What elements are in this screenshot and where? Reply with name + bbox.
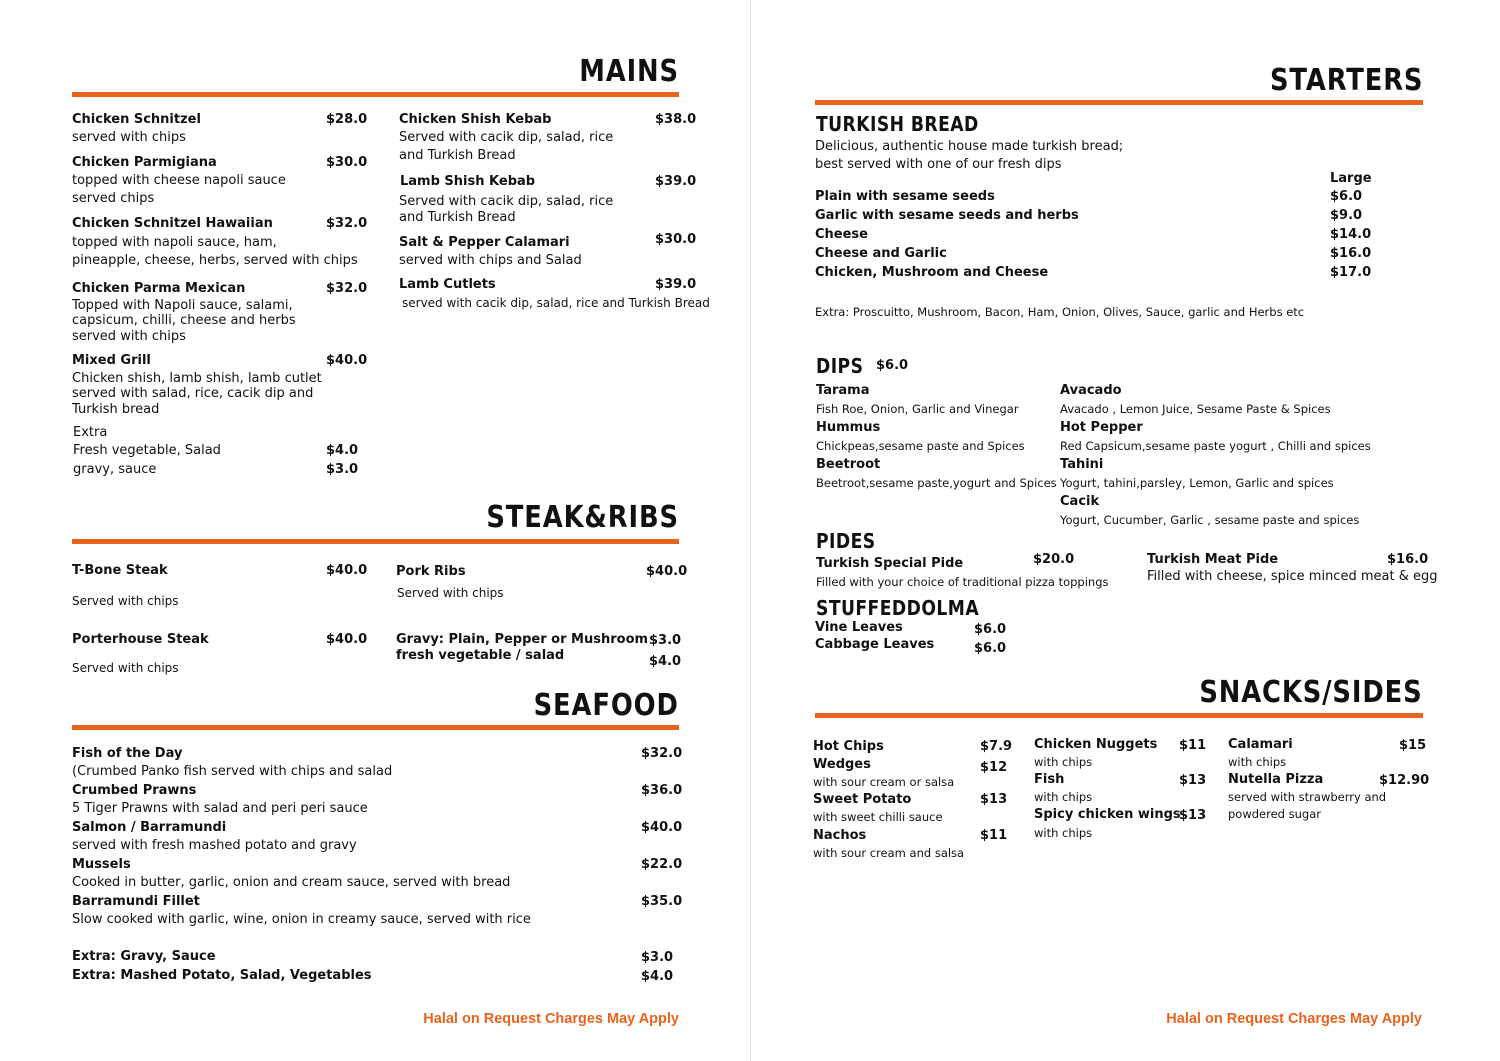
menu-item-desc: Cooked in butter, garlic, onion and cream sauce, served with bread <box>72 875 511 890</box>
snack-desc: with sweet chilli sauce <box>813 810 943 824</box>
dip-name: Cacik <box>1060 494 1100 509</box>
bread-name: Chicken, Mushroom and Cheese <box>815 265 1049 280</box>
menu-item-price: $30.0 <box>655 232 697 247</box>
menu-item-price: $4.0 <box>649 654 682 669</box>
menu-item-price: $40.0 <box>326 563 368 578</box>
menu-item-name: Gravy: Plain, Pepper or Mushroom <box>396 632 649 647</box>
menu-item-price: $40.0 <box>326 632 368 647</box>
pide-desc: Filled with cheese, spice minced meat & egg <box>1147 569 1438 584</box>
dip-desc: Yogurt, Cucumber, Garlic , sesame paste and spices <box>1060 513 1360 527</box>
snack-price: $12 <box>980 760 1008 775</box>
extra-price: $4.0 <box>641 969 674 984</box>
halal-note: Halal on Request Charges May Apply <box>1166 1011 1422 1027</box>
bread-price: $17.0 <box>1330 265 1372 280</box>
steak-heading: STEAK&RIBS <box>486 500 679 535</box>
menu-item-desc: served with chips <box>72 130 186 145</box>
menu-item-name: Pork Ribs <box>396 564 466 579</box>
bread-price: $9.0 <box>1330 208 1363 223</box>
menu-item-name: Salt & Pepper Calamari <box>399 235 570 250</box>
snack-name: Wedges <box>813 757 871 772</box>
pide-name: Turkish Special Pide <box>816 556 964 571</box>
snacks-rule <box>815 713 1423 718</box>
dip-desc: Beetroot,sesame paste,yogurt and Spices <box>816 476 1057 490</box>
bread-price: $14.0 <box>1330 227 1372 242</box>
snacks-heading: SNACKS/SIDES <box>1199 675 1423 710</box>
dip-name: Hummus <box>816 420 881 435</box>
snack-name: Nutella Pizza <box>1228 772 1324 787</box>
dolma-price: $6.0 <box>974 622 1007 637</box>
menu-item-name: Mussels <box>72 857 131 872</box>
menu-item-name: Crumbed Prawns <box>72 783 197 798</box>
snack-price: $15 <box>1399 738 1427 753</box>
menu-item-price: $40.0 <box>326 353 368 368</box>
snack-desc: with chips <box>1034 826 1093 840</box>
menu-page-right <box>751 0 1500 1061</box>
menu-item-desc: Served with chips <box>72 661 179 675</box>
snack-price: $13 <box>1179 773 1207 788</box>
dip-desc: Chickpeas,sesame paste and Spices <box>816 439 1025 453</box>
dip-name: Avacado <box>1060 383 1122 398</box>
snack-name: Hot Chips <box>813 739 884 754</box>
snack-price: $13 <box>980 792 1008 807</box>
seafood-rule <box>72 725 679 730</box>
mains-rule <box>72 92 679 97</box>
menu-item-name: Barramundi Fillet <box>72 894 200 909</box>
snack-desc: served with strawberry and <box>1228 790 1387 804</box>
menu-item-price: $38.0 <box>655 112 697 127</box>
menu-item-name: Chicken Schnitzel <box>72 112 201 127</box>
extra-name: Fresh vegetable, Salad <box>73 443 221 458</box>
extra-name: Extra: Mashed Potato, Salad, Vegetables <box>72 968 372 983</box>
menu-item-desc: Turkish bread <box>72 402 160 417</box>
menu-item-price: $28.0 <box>326 112 368 127</box>
menu-item-name: Chicken Parmigiana <box>72 155 217 170</box>
menu-item-name: fresh vegetable / salad <box>396 648 565 663</box>
snack-price: $12.90 <box>1379 773 1430 788</box>
menu-item-name: Salmon / Barramundi <box>72 820 227 835</box>
snack-price: $11 <box>980 828 1008 843</box>
dip-name: Hot Pepper <box>1060 420 1143 435</box>
extra-price: $4.0 <box>326 443 359 458</box>
snack-name: Calamari <box>1228 737 1293 752</box>
snack-price: $11 <box>1179 738 1207 753</box>
pides-heading: PIDES <box>816 529 876 553</box>
dip-desc: Fish Roe, Onion, Garlic and Vinegar <box>816 402 1019 416</box>
bread-name: Cheese <box>815 227 868 242</box>
bread-name: Plain with sesame seeds <box>815 189 995 204</box>
menu-item-desc: served with salad, rice, cacik dip and <box>72 386 314 401</box>
menu-item-price: $40.0 <box>641 820 683 835</box>
dolma-heading: STUFFEDDOLMA <box>816 596 980 620</box>
menu-item-name: Fish of the Day <box>72 746 183 761</box>
menu-item-name: T-Bone Steak <box>72 563 168 578</box>
extra-name: Extra: Gravy, Sauce <box>72 949 216 964</box>
bread-extra: Extra: Proscuitto, Mushroom, Bacon, Ham, Onion, Olives, Sauce, garlic and Herbs etc <box>815 305 1305 319</box>
menu-item-name: Chicken Schnitzel Hawaiian <box>72 216 273 231</box>
bread-desc: best served with one of our fresh dips <box>815 157 1062 172</box>
steak-rule <box>72 539 679 544</box>
starters-rule <box>815 100 1423 105</box>
snack-desc: with chips <box>1034 755 1093 769</box>
menu-item-desc: served with fresh mashed potato and gravy <box>72 838 357 853</box>
dip-desc: Red Capsicum,sesame paste yogurt , Chilli and spices <box>1060 439 1371 453</box>
dolma-name: Vine Leaves <box>815 620 903 635</box>
menu-item-name: Chicken Shish Kebab <box>399 112 552 127</box>
menu-item-desc: and Turkish Bread <box>399 210 516 225</box>
bread-price: $6.0 <box>1330 189 1363 204</box>
menu-item-desc: Slow cooked with garlic, wine, onion in creamy sauce, served with rice <box>72 912 531 927</box>
snack-price: $13 <box>1179 808 1207 823</box>
menu-item-name: Lamb Shish Kebab <box>400 174 536 189</box>
snack-desc: with sour cream and salsa <box>813 846 965 860</box>
menu-item-price: $32.0 <box>641 746 683 761</box>
snack-name: Chicken Nuggets <box>1034 737 1158 752</box>
menu-item-price: $39.0 <box>655 277 697 292</box>
menu-item-desc: served chips <box>72 191 155 206</box>
snack-desc: with sour cream or salsa <box>813 775 955 789</box>
bread-name: Garlic with sesame seeds and herbs <box>815 208 1079 223</box>
dolma-price: $6.0 <box>974 641 1007 656</box>
dip-desc: Avacado , Lemon Juice, Sesame Paste & Spices <box>1060 402 1331 416</box>
mains-heading: MAINS <box>579 54 679 89</box>
extra-name: gravy, sauce <box>73 462 157 477</box>
menu-item-price: $32.0 <box>326 216 368 231</box>
pide-desc: Filled with your choice of traditional pizza toppings <box>816 575 1109 589</box>
menu-item-desc: served with cacik dip, salad, rice and Turkish Bread <box>402 296 710 310</box>
snack-name: Sweet Potato <box>813 792 912 807</box>
snack-desc: with chips <box>1034 790 1093 804</box>
dips-price: $6.0 <box>876 358 909 373</box>
menu-item-desc: capsicum, chilli, cheese and herbs <box>72 313 296 328</box>
menu-item-desc: (Crumbed Panko fish served with chips and salad <box>72 764 393 779</box>
snack-name: Spicy chicken wings <box>1034 807 1181 822</box>
menu-item-name: Lamb Cutlets <box>399 277 496 292</box>
dolma-name: Cabbage Leaves <box>815 637 935 652</box>
menu-item-price: $36.0 <box>641 783 683 798</box>
snack-price: $7.9 <box>980 739 1013 754</box>
starters-heading: STARTERS <box>1269 63 1423 98</box>
dip-name: Tahini <box>1060 457 1104 472</box>
bread-desc: Delicious, authentic house made turkish bread; <box>815 139 1124 154</box>
menu-item-desc: Served with cacik dip, salad, rice <box>399 194 614 209</box>
menu-item-desc: Topped with Napoli sauce, salami, <box>72 298 293 313</box>
dips-heading: DIPS <box>816 354 864 378</box>
menu-item-desc: pineapple, cheese, herbs, served with chips <box>72 253 358 268</box>
pide-name: Turkish Meat Pide <box>1147 552 1279 567</box>
menu-item-price: $30.0 <box>326 155 368 170</box>
menu-item-desc: Served with chips <box>72 594 179 608</box>
menu-item-name: Porterhouse Steak <box>72 632 209 647</box>
menu-item-price: $32.0 <box>326 281 368 296</box>
menu-item-price: $35.0 <box>641 894 683 909</box>
pide-price: $20.0 <box>1033 552 1075 567</box>
menu-item-desc: topped with cheese napoli sauce <box>72 173 286 188</box>
dip-name: Beetroot <box>816 457 881 472</box>
menu-item-desc: and Turkish Bread <box>399 148 516 163</box>
menu-item-price: $39.0 <box>655 174 697 189</box>
menu-item-price: $3.0 <box>649 633 682 648</box>
size-label: Large <box>1330 171 1372 186</box>
menu-item-desc: Served with chips <box>397 586 504 600</box>
menu-item-desc: served with chips and Salad <box>399 253 582 268</box>
menu-item-desc: served with chips <box>72 329 186 344</box>
snack-name: Nachos <box>813 828 867 843</box>
snack-desc: powdered sugar <box>1228 807 1321 821</box>
menu-item-desc: topped with napoli sauce, ham, <box>72 235 277 250</box>
extra-price: $3.0 <box>326 462 359 477</box>
menu-item-price: $40.0 <box>646 564 688 579</box>
menu-item-name: Chicken Parma Mexican <box>72 281 246 296</box>
menu-item-desc: Chicken shish, lamb shish, lamb cutlet <box>72 371 322 386</box>
dip-name: Tarama <box>816 383 870 398</box>
bread-price: $16.0 <box>1330 246 1372 261</box>
pide-price: $16.0 <box>1387 552 1429 567</box>
halal-note: Halal on Request Charges May Apply <box>423 1011 679 1027</box>
snack-name: Fish <box>1034 772 1065 787</box>
menu-item-desc: Served with cacik dip, salad, rice <box>399 130 614 145</box>
menu-item-name: Mixed Grill <box>72 353 151 368</box>
snack-desc: with chips <box>1228 755 1287 769</box>
seafood-heading: SEAFOOD <box>533 688 679 723</box>
bread-name: Cheese and Garlic <box>815 246 947 261</box>
dip-desc: Yogurt, tahini,parsley, Lemon, Garlic and spices <box>1060 476 1334 490</box>
extra-price: $3.0 <box>641 950 674 965</box>
menu-item-price: $22.0 <box>641 857 683 872</box>
extra-label: Extra <box>73 425 108 440</box>
turkish-bread-heading: TURKISH BREAD <box>816 112 979 136</box>
menu-item-desc: 5 Tiger Prawns with salad and peri peri sauce <box>72 801 368 816</box>
